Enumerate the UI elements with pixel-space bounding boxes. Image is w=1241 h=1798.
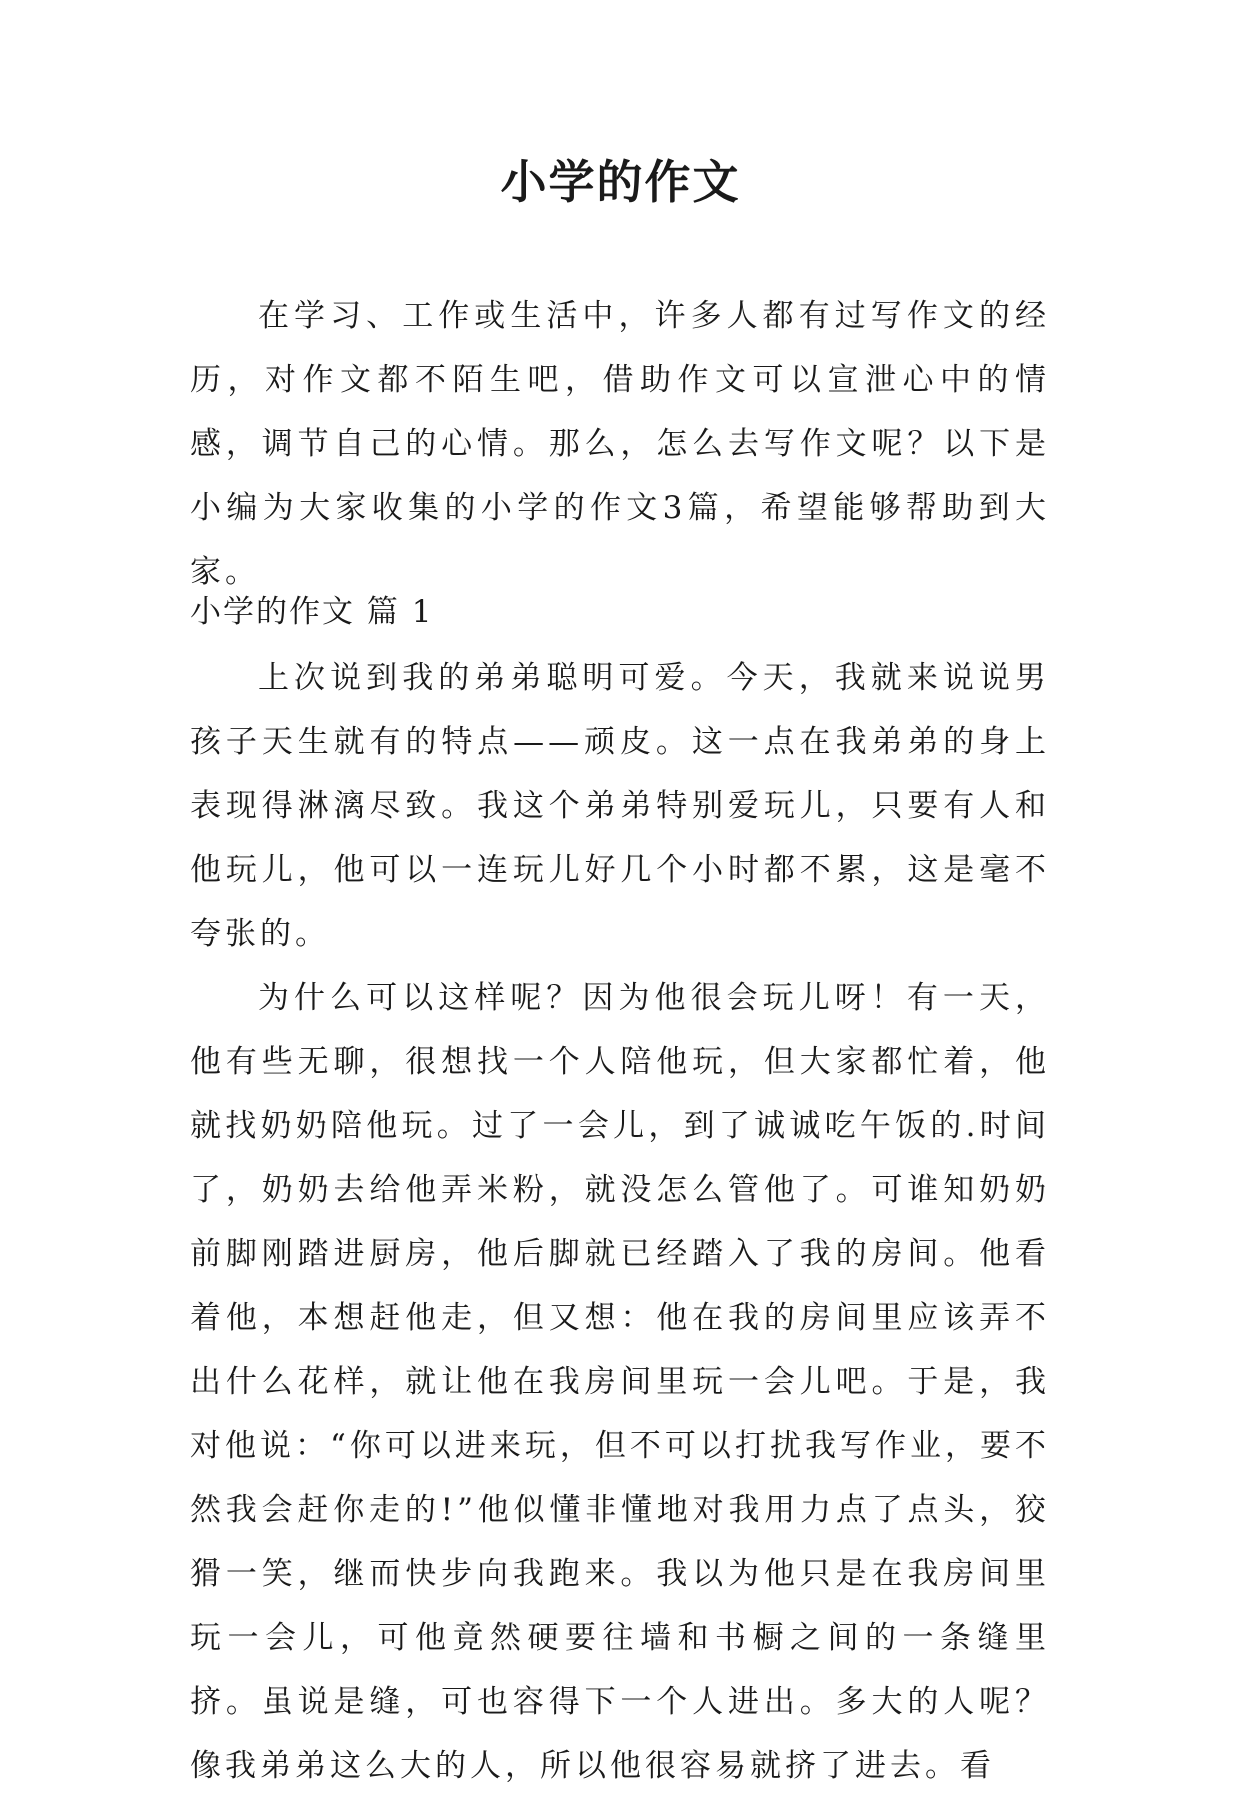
body-paragraph-1: 上次说到我的弟弟聪明可爱。今天，我就来说说男孩子天生就有的特点——顽皮。这一点在我弟弟的身上表现得淋漓尽致。我这个弟弟特别爱玩儿，只要有人和他玩儿，他可以一连玩儿好几个小时都不累，这是毫不夸张的。: [190, 660, 1050, 952]
body-paragraph-2: 为什么可以这样呢？因为他很会玩儿呀！有一天，他有些无聊，很想找一个人陪他玩，但大家都忙着，他就找奶奶陪他玩。过了一会儿，到了诚诚吃午饭的.时间了，奶奶去给他弄米粉，就没怎么管他了。可谁知奶奶前脚刚踏进厨房，他后脚就已经踏入了我的房间。他看着他，本想赶他走，但又想：他在我的房间里应该弄不出什么花样，就让他在我房间里玩一会儿吧。于是，我对他说：“你可以进来玩，但不可以打扰我写作业，要不然我会赶你走的!”他似懂非懂地对我用力点了点头，狡猾一笑，继而快步向我跑来。我以为他只是在我房间里玩一会儿，可他竟然硬要往墙和书橱之间的一条缝里挤。虽说是缝，可也容得下一个人进出。多大的人呢？像我弟弟这么大的人，所以他很容易就挤了进去。看: [190, 980, 1050, 1784]
section-body: [190, 646, 1050, 1798]
section-heading: 小学的作文 篇 1: [190, 594, 434, 630]
document-title: 小学的作文: [500, 155, 741, 209]
intro-paragraph: 在学习、工作或生活中，许多人都有过写作文的经历，对作文都不陌生吧，借助作文可以宣泄心中的情感，调节自己的心情。那么，怎么去写作文呢？以下是小编为大家收集的小学的作文3篇，希望能够帮助到大家。: [190, 298, 1050, 590]
